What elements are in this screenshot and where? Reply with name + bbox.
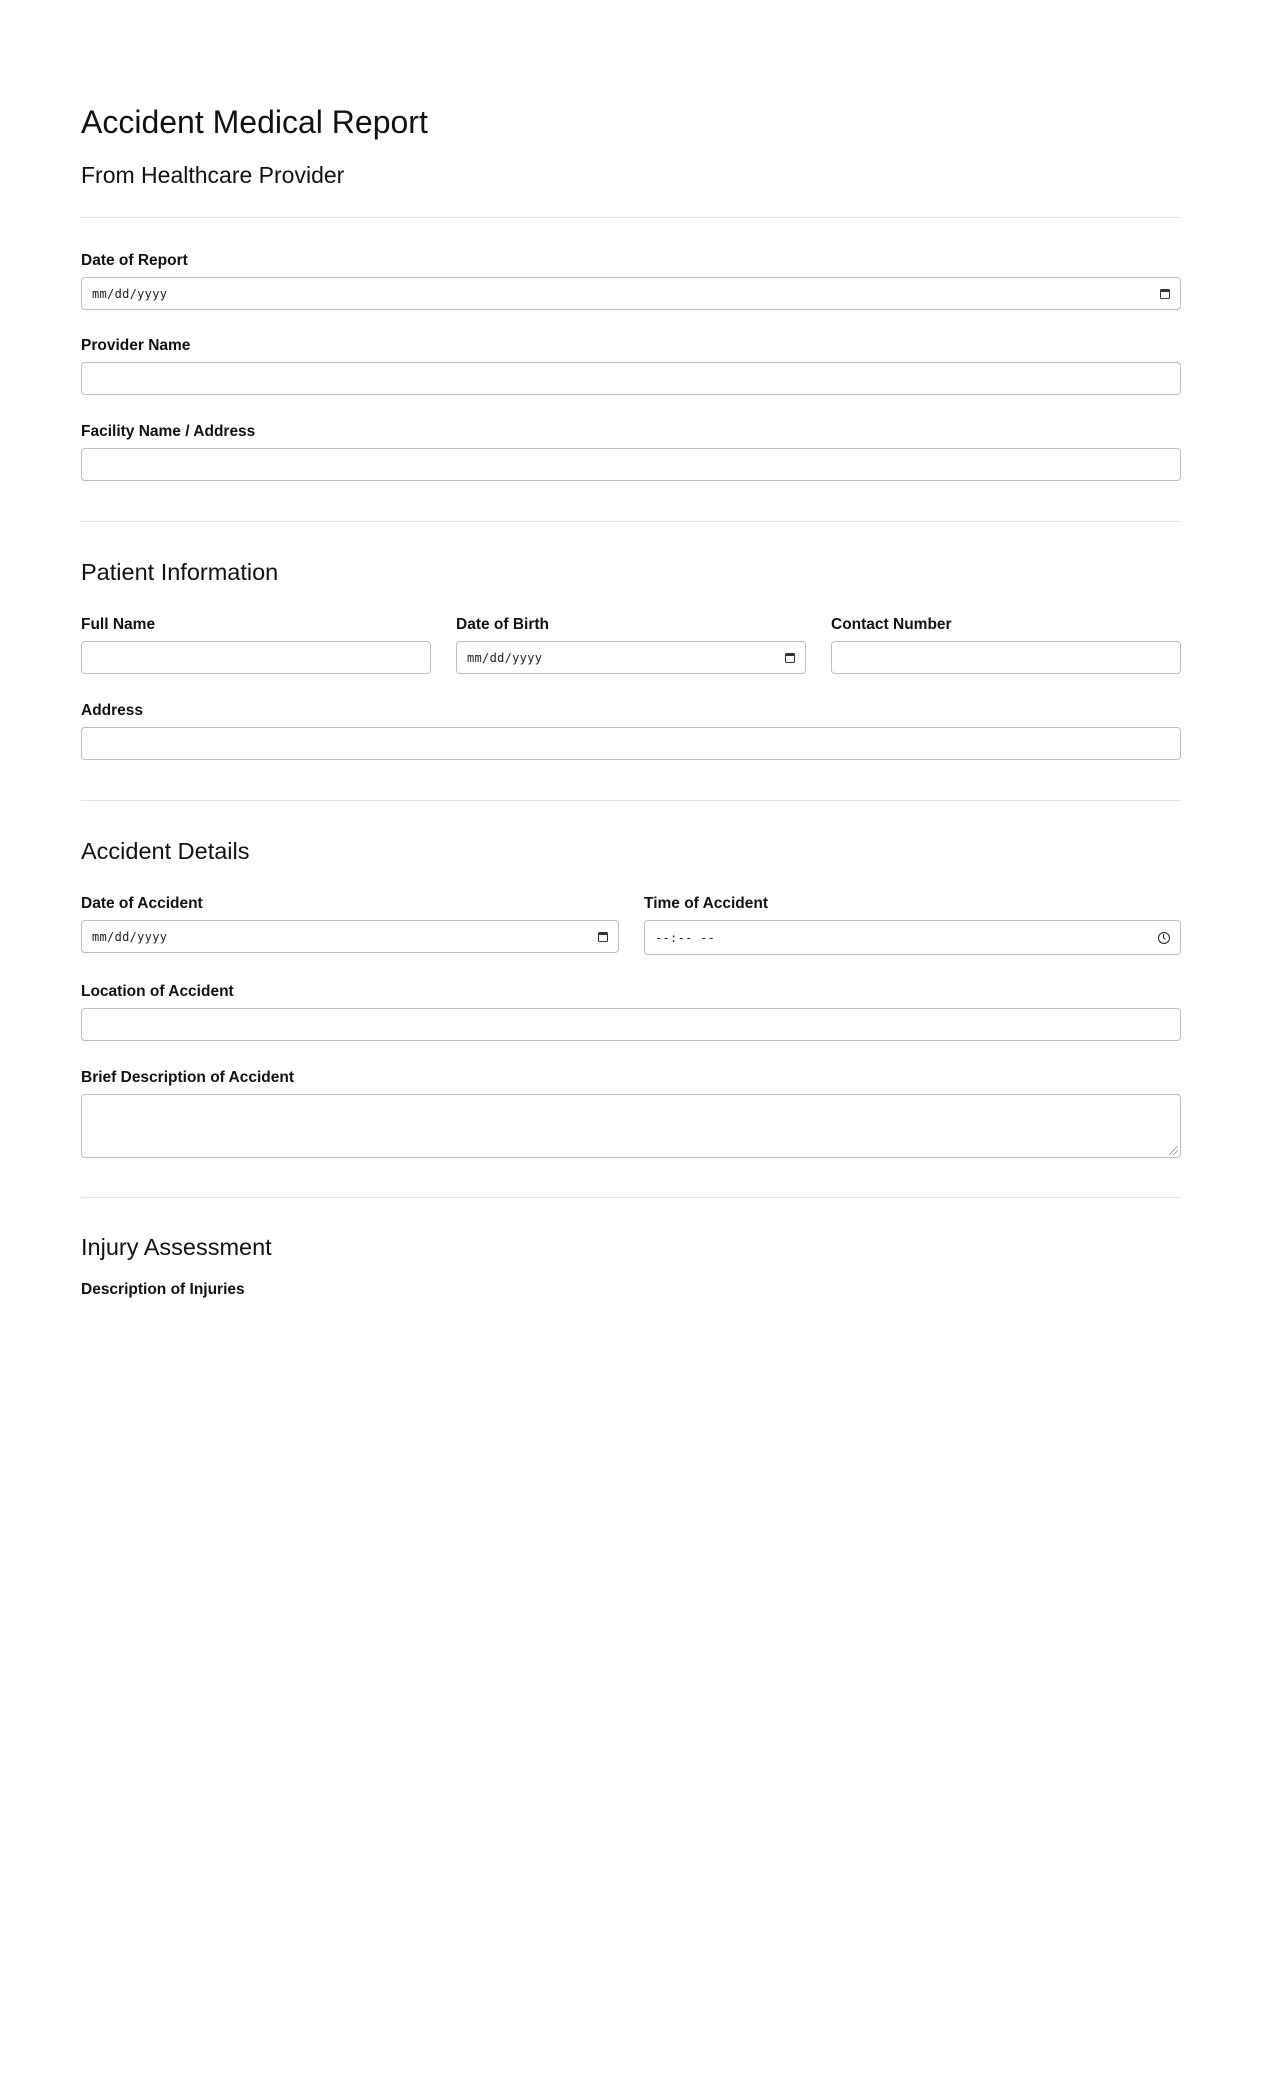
resize-handle-icon[interactable] [1169,1146,1178,1155]
address-label: Address [81,702,144,719]
time-of-accident-label: Time of Accident [644,895,769,912]
location-of-accident-input[interactable] [81,1008,1181,1041]
patient-information-heading: Patient Information [81,559,279,585]
date-of-report-input[interactable] [81,277,1181,310]
calendar-icon[interactable] [1160,289,1170,299]
divider [81,1197,1181,1198]
description-of-injuries-label: Description of Injuries [81,1281,245,1298]
page-title: Accident Medical Report [81,104,428,140]
date-placeholder: mm/dd/yyyy [92,286,168,301]
date-placeholder: mm/dd/yyyy [92,929,168,944]
time-of-accident-input[interactable] [644,920,1181,955]
provider-name-input[interactable] [81,362,1181,395]
divider [81,217,1181,218]
address-input[interactable] [81,727,1181,760]
calendar-icon[interactable] [598,932,608,942]
location-of-accident-label: Location of Accident [81,983,234,1000]
date-of-accident-input[interactable] [81,920,619,953]
facility-label: Facility Name / Address [81,423,256,440]
date-placeholder: mm/dd/yyyy [467,650,543,665]
time-placeholder: --:-- -- [655,930,716,945]
contact-number-input[interactable] [831,641,1181,674]
page-subtitle: From Healthcare Provider [81,162,345,188]
facility-input[interactable] [81,448,1181,481]
date-of-report-label: Date of Report [81,252,188,269]
date-of-accident-label: Date of Accident [81,895,203,912]
full-name-label: Full Name [81,616,156,633]
contact-number-label: Contact Number [831,616,952,633]
date-of-birth-label: Date of Birth [456,616,549,633]
divider [81,800,1181,801]
full-name-input[interactable] [81,641,431,674]
provider-name-label: Provider Name [81,337,191,354]
accident-details-heading: Accident Details [81,838,250,864]
clock-icon[interactable] [1158,932,1170,944]
accident-description-textarea[interactable] [81,1094,1181,1158]
date-of-birth-input[interactable] [456,641,806,674]
calendar-icon[interactable] [785,653,795,663]
injury-assessment-heading: Injury Assessment [81,1234,272,1260]
accident-description-label: Brief Description of Accident [81,1069,295,1086]
divider [81,521,1181,522]
